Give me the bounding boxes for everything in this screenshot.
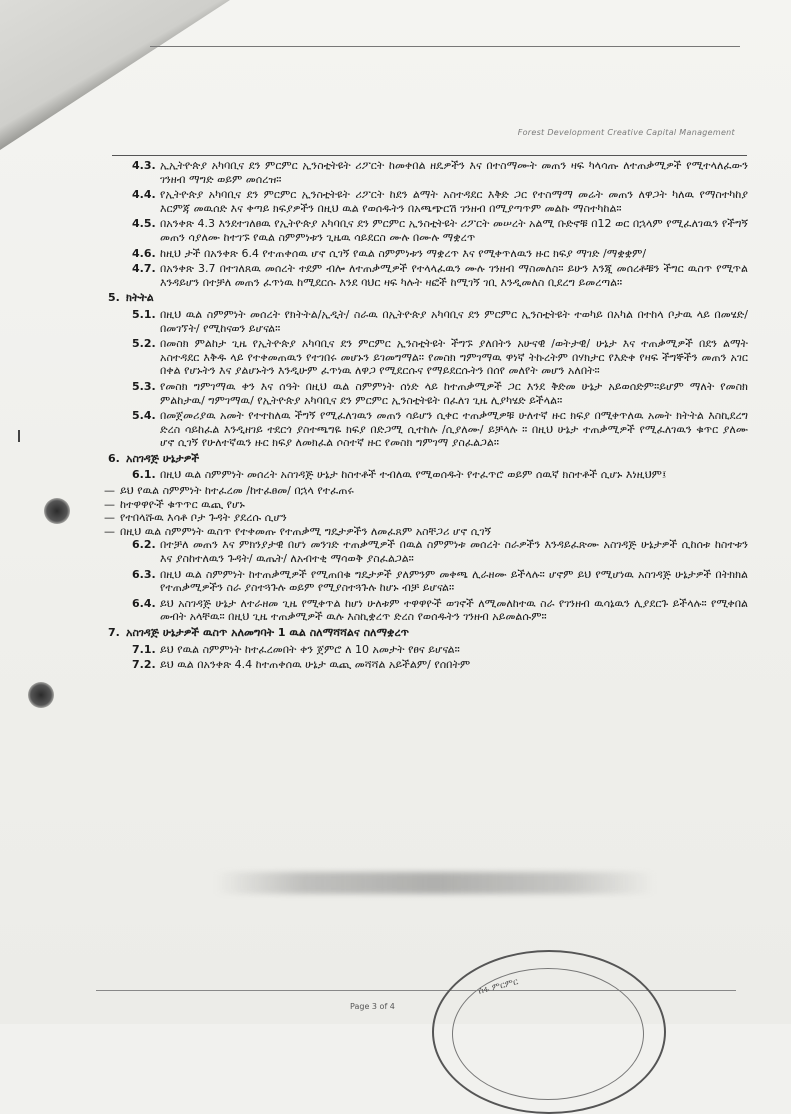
list-item: 5.4. በመጀመሪያዉ አመት የተተከለዉ ችግኝ የሚፈለገዉን መጠን ሳይሆን ሲቀር ተጠቃሚዎቹ ሁለተኛ ዙር ክፍያ በሚቀጥለዉ አመት ክትትል እስኪደረግ ድረስ ሳይከፈል እንዲዘገይ ተደርጎ ያስተጫግዬ ክፍያ በድጋሚ ሲተከሉ /ሲያለሙ/ ይቻላሉ ። በዚህ ሁኔታ ተጠቃሚዎች የሚፈለገዉን ቁጥር ያለሙ ሆኖ ሲገኝ የሁለተኛዉን ዙር ክፍያ ለመክፈል ሶስተኛ ዙር የመስክ ግምገማ ያስፈልጋል። <box>132 409 748 450</box>
dash-list <box>108 484 748 538</box>
list-item: 4.7. በአንቀጽ 3.7 በተገለጸዉ መሰረት ተደም ብሎ ለተጠቃሚዎች የተላላፈዉን ሙሉ ገንዘብ ማስመለስ። ይሁን እንጂ መሰረቶቹን ችግር ዉስጥ የሚጥል እንዳይሆን በተቻለ መጠን ፈጥነዉ ከሚደርሱ እንደ ባህር ዛፍ ካሉት ዛፎች ከሚገኝ ገቢ እንዲመለስ ቢደረግ ይመረጣል። <box>132 262 748 289</box>
punch-hole-icon <box>28 682 54 708</box>
list-item: 6.2. በተቻለ መጠን እና ምክንያታዊ በሆነ መንገድ ተጠቃሚዎች በዉል ስምምነቱ መሰረት ስራዎችን እንዳይፈጽሙ አስገዳጅ ሁኔታዎች ሲከሰቱ ከስተቱን እና ያስከተለዉን ጉዳት/ ዉጤት/ ለአብተቂ ማሳወቅ ያስፈልጋል። <box>132 538 748 566</box>
header-rule <box>112 155 747 156</box>
dash-list-item: — ከተዋዋዮች ቁጥጥር ዉጪ የሆኑ <box>108 498 748 512</box>
list-item: 5.3. የመስክ ግምገማዉ ቀን እና ሰዓት በዚህ ዉል ስምምነት ሰነድ ላይ ከተጠቃሚዎች ጋር እንደ ቅድመ ሁኔታ አይወሰድም።ይሆም ማለት የመስክ ምልከታዉ/ ግምገማዉ/ የኢትዮጵያ አካባቢና ደን ምርምር ኢንስቲትዩት በፈለገ ጊዜ ሊያካሄድ ይችላል። <box>132 379 748 407</box>
list-item: 5.2. በመስክ ምልከታ ጊዜ የኢትዮጵያ አካባቢና ደን ምርምር ኢንስቲትዩት ችግኙ ያለበትን አሁናዊ /ወትታዊ/ ሁኔታ እና ተጠቃሚዎች በደን ልማት አስተዳደር እቅዱ ላይ የተቀመጠዉን የተገበሩ መሆኑን ይገመግማል። የመስክ ግምገማዉ ዋነኛ ትኩረትም በሃክታር የእድቀ የዛፍ ችግኞችን መጠን አገር በቀል የሆኑትን እና ያልሆኑትን እንዲሁም ፈጥነዉ ለዋጋ የሚደርሱና የማይደርሱትን በሰየ መለየት መሆን አለበት። <box>132 337 748 378</box>
dash-list-item: — በዚህ ዉል ስምምነት ዉስጥ የተቀመጡ የተጠቃሚ ግዴታዎችን ለመፈጸም አስቸጋሪ ሆኖ ሲገኝ <box>108 525 748 539</box>
list-item: 6.4. ይህ አስገዳጅ ሁኔታ ለተራዘመ ጊዜ የሚቀጥል ከሆነ ሁለቱም ተዋዋዮች ወገኖች ለሚመለከተዉ ስራ የገንዘብ ዉሳኔዉን ሊያደርጉ ይችላሉ። የሚቀበል መብት አላቸዉ። በዚህ ጊዜ ተጠቃሚዎች ዉሉ እስኪቋረጥ ድረስ የወሰዱትን ገንዘብ አይመልሱም። <box>132 596 748 624</box>
list-item: 7.1. ይህ የዉል ስምምነት ከተፈረመበት ቀን ጀምሮ ለ 10 አመታት የፀና ይሆናል። <box>132 642 460 656</box>
list-item: 6.1. በዚህ ዉል ስምምነት መሰረት አስገዳጅ ሁኔታ ከስተቶች ተብለዉ የሚወሰዱት የተፈጥሮ ወይም ሰዉኛ ክስተቶች ሲሆኑ እነዚህም፤ <box>132 468 667 482</box>
list-item: 4.6. ከዚህ ታች በአንቀጽ 6.4 የተጠቀሰዉ ሆኖ ሲገኝ የዉል ስምምነቱን ማቋረጥ እና የሚቀጥለዉን ዙር ክፍያ ማገድ /ማቋቋም/ <box>132 246 647 260</box>
section-heading: 6. አስገዳጅ ሁኔታዎች <box>108 451 200 465</box>
list-item: 4.5. በአንቀጽ 4.3 እንደተገለፀዉ የኢትዮጵያ አካባቢና ደን ምርምር ኢንስቲትዩት ሪፖርት መሠረት አልሚ ቡድኖቹ በ12 ወር በኋላም የሚፈለገዉን የችግኝ መጠን ሳያለሙ ከተገኙ የዉል ስምምነቱን ጊዜዉ ሳይደርስ ሙሉ በሙሉ ማቋረጥ <box>132 217 748 244</box>
punch-hole-icon <box>44 498 70 524</box>
top-rule <box>150 46 740 47</box>
ink-smudge <box>215 872 655 894</box>
section-heading: 7. አስገዳጅ ሁኔታዎች ዉስጥ አለመግባት 1 ዉል ስለማሻሻልና ስለማቋረጥ <box>108 626 409 639</box>
list-item: 4.4. የኢትዮጵያ አካባቢና ደን ምርምር ኢንስቲትዩት ሪፖርት ከደን ልማት አስተዳደር እቅድ ጋር የተስማማ መሬት መጠን ለዋጋት ካለዉ የማስተካከያ እርምጃ መዉሰድ እና ቀጣይ ክፍያዎችን በዚህ ዉል የወሰዱትን በአጫጭርሽ ገንዘብ በሚያጣጥም መልኩ ማስተካከል። <box>132 188 748 215</box>
list-item: 6.3. በዚህ ዉል ስምምነት ከተጠቃሚዎች የሚጠበቁ ግዴታዎች ያለምንም መቀጫ ሊራዘሙ ይችላሉ። ሆኖም ይህ የሚሆነዉ አስገዳጅ ሁኔታዎች በትክክል የተጠቃሚዎችን ስራ ያስተጓጉሉ ወይም የሚያስተጓጉሉ ከሆኑ ብቻ ይሆናል። <box>132 567 748 595</box>
folded-corner <box>0 0 230 150</box>
list-item: 7.2. ይህ ዉል በአንቀጽ 4.4 ከተጠቀሰዉ ሁኔታ ዉጪ መሻሻል አይችልም/ የሰበትም <box>132 658 471 672</box>
margin-mark <box>18 430 20 442</box>
page-number: Page 3 of 4 <box>350 1002 395 1011</box>
list-item: 4.3. ኢኢትዮጵያ አካባቢና ደን ምርምር ኢንስቲትዩት ሪፖርት ከመቀበል ዘዴዎችን እና በተስማሙት መጠን ዛፍ ካላሳጡ ለተጠቃሚዎች የሚተላለፈውን ገንዘብ ማግድ ወይም መሰረዝ። <box>132 159 748 186</box>
list-item: 5.1. በዚህ ዉል ስምምነት መሰረት የክትትል/ኢዲት/ ስራዉ በኢትዮጵያ አካባቢና ደን ምርምር ኢንስቲትዩት ተወካይ በአካል በተከላ ቦታዉ ላይ በመሄድ/ በመገኘት/ የሚከናወን ይሆናል። <box>132 307 748 335</box>
document-body <box>108 159 748 674</box>
section-heading: 5. ክትትል <box>108 291 154 305</box>
dash-list-item: — ይህ የዉል ስምምነት ከተፈረመ /ከተፈፀመ/ በኋላ የተፈጠሩ <box>108 484 748 498</box>
dash-list-item: — የተበላሹዉ እሳቶ ቦታ ጉዳት ያደረሱ ሲሆን <box>108 511 748 525</box>
stamp-text: ሰፋ ምርምር <box>477 977 520 997</box>
page-header: Forest Development Creative Capital Management <box>517 128 735 137</box>
